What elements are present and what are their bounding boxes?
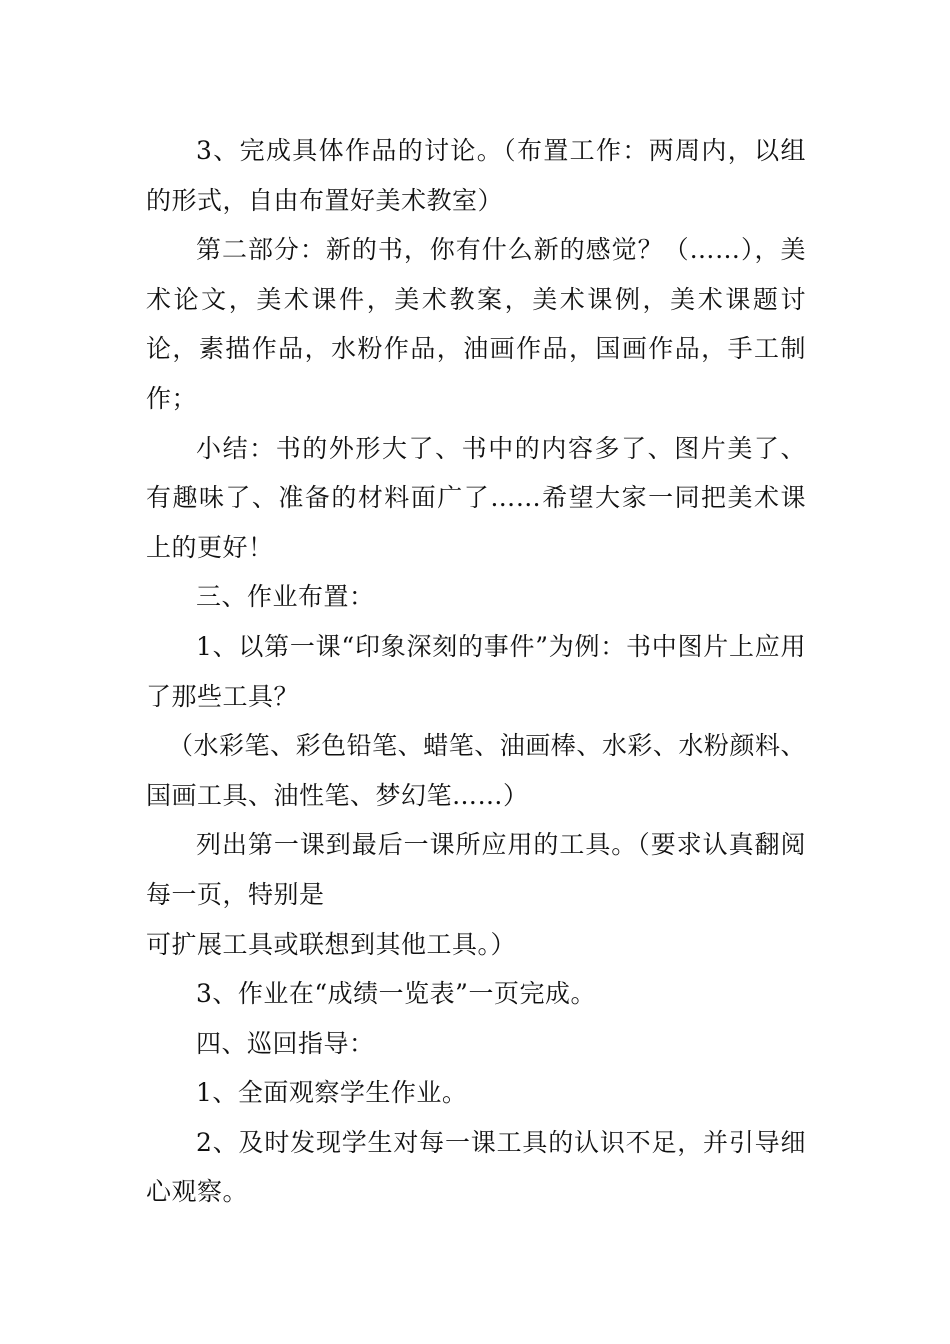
paragraph-part-two: 第二部分：新的书，你有什么新的感觉？（……），美术论文，美术课件，美术教案，美术课例，美术课题讨论，素描作品，水粉作品，油画作品，国画作品，手工制作； [146,235,806,413]
paragraph-summary: 小结：书的外形大了、书中的内容多了、图片美了、有趣味了、准备的材料面广了……希望大家一同把美术课上的更好！ [146,433,806,562]
paragraph-tools-list: （水彩笔、彩色铅笔、蜡笔、油画棒、水彩、水粉颜料、国画工具、油性笔、梦幻笔……） [146,731,806,810]
document-page [146,126,806,1217]
paragraph-guidance-2: 2、及时发现学生对每一课工具的认识不足，并引导细心观察。 [146,1127,806,1207]
heading-guidance: 四、巡回指导： [196,1028,375,1058]
paragraph-homework-1: 1、以第一课“印象深刻的事件”为例：书中图片上应用了那些工具？ [146,631,806,711]
paragraph-guidance-1: 1、全面观察学生作业。 [196,1078,468,1108]
paragraph-task-3-discussion: 3、完成具体作品的讨论。（布置工作：两周内，以组的形式，自由布置好美术教室） [146,136,806,215]
paragraph-list-tools: 列出第一课到最后一课所应用的工具。（要求认真翻阅每一页，特别是 [146,830,806,909]
paragraph-homework-3: 3、作业在“成绩一览表”一页完成。 [196,979,596,1009]
heading-homework: 三、作业布置： [196,582,375,612]
paragraph-extend-tools: 可扩展工具或联想到其他工具。） [146,929,517,959]
